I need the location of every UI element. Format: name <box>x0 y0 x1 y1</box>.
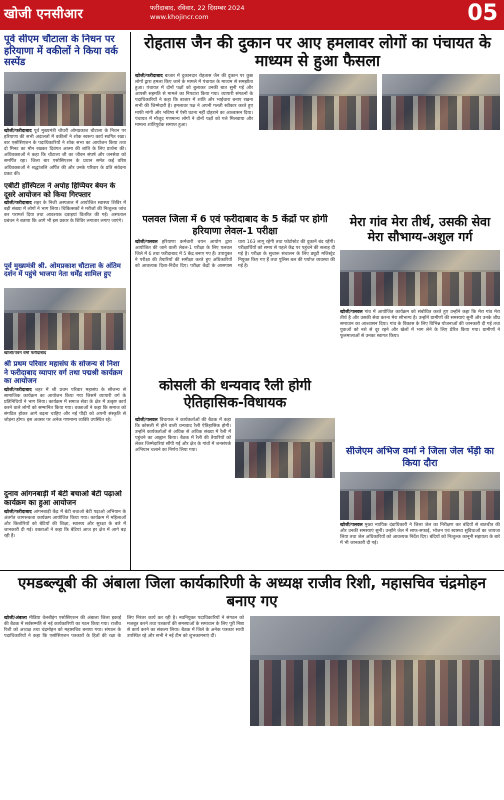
dateline: खोजी/फरीदाबाद <box>4 509 32 515</box>
story-level1-exam <box>135 214 335 374</box>
headline: रोहतास जैन की दुकान पर आए हमलावर लोगों का पंचायत के माध्यम से हुआ फैसला <box>144 34 491 70</box>
headline: पलवल जिला में 6 एवं फरीदाबाद के 5 केंद्रों पर होगी हरियाणा लेवल-1 परीक्षा <box>142 214 328 237</box>
headline: मेरा गांव मेरा तीर्थ, उसकी सेवा मेरा सौभाग्य-अशुल गर्ग <box>349 214 491 244</box>
story-cm-chautala-lawyers <box>4 34 126 180</box>
dateline: खोजी/अंबाला <box>4 616 27 621</box>
story-photo <box>235 418 335 478</box>
story-cjm-jail <box>340 446 500 568</box>
page-number: 05 <box>467 1 498 26</box>
headline: सीजेएम अभिज वर्मा ने जिला जेल भेंड़ी का किया दौरा <box>345 446 495 469</box>
issue-meta <box>150 4 244 22</box>
story-body: शहर के निजी अस्पताल में आयोजित स्वास्थ्य शिविर में बड़ी संख्या में लोगों ने भाग लिया। चिकित्सकों ने मरीजों की निःशुल्क जांच कर परामर्श दिया तथा आवश्यक दवाइयां वितरित की गईं। अस्पताल प्रबंधन ने बताया कि आगे भी इस प्रकार के शिविर लगातार लगाए जाएंगे। <box>4 201 126 225</box>
story-mera-gaon <box>340 214 500 442</box>
story-body: पूर्व मुख्यमंत्री चौधरी ओमप्रकाश चौटाला के निधन पर हरियाणा की सभी अदालतों में वकीलों ने शोक स्वरूप कार्य स्थगित रखा। बार एसोसिएशन के पदाधिकारियों ने शोक सभा का आयोजन किया तथा दो मिनट का मौन रखकर दिवंगत आत्मा की शांति के लिए प्रार्थना की। अधिवक्ताओं ने कहा कि चौटाला जी का जीवन संघर्ष और जनसेवा को समर्पित रहा। जिला बार एसोसिएशन के प्रधान समेत कई वरिष्ठ अधिवक्ताओं ने श्रद्धांजलि अर्पित की और उनके परिवार के प्रति संवेदना प्रकट की। <box>4 129 126 177</box>
story-anganwadi <box>4 490 126 568</box>
headline: कोसली की धन्यवाद रैली होगी ऐतिहासिक-विधायक <box>159 378 311 411</box>
dateline: खोजी/फरीदाबाद <box>4 387 32 393</box>
story-kosli-rally <box>135 378 335 568</box>
headline: एबीटी हॉस्पिटल ने अपोह हिप्पियर बेयन के दूसरे आयोजन को किया गिरफ्तार <box>4 182 116 199</box>
story-body: मुख्य न्यायिक दंडाधिकारी ने जिला जेल का निरीक्षण कर बंदियों से बातचीत की और उनकी समस्याएं सुनीं। उन्होंने जेल में साफ-सफाई, भोजन एवं स्वास्थ्य सुविधाओं का जायजा लिया तथा जेल अधिकारियों को आवश्यक निर्देश दिए। बंदियों को निःशुल्क कानूनी सहायता के बारे में भी जानकारी दी गई। <box>340 523 500 547</box>
dateline: खोजी/पलवल <box>340 523 363 528</box>
dateline: खोजी/फरीदाबाद <box>4 201 32 207</box>
story-body: मीडिया वेलबीइंग एसोसिएशन की अंबाला जिला इकाई की बैठक में सर्वसम्मति से नई कार्यकारिणी का गठन किया गया। राजीव रिशी को अध्यक्ष तथा चंद्रमोहन को महासचिव बनाया गया। संगठन के पदाधिकारियों ने कहा कि एसोसिएशन पत्रकारों के हितों की रक्षा के लिए निरंतर कार्य कर रही है। नवनियुक्त पदाधिकारियों ने संगठन को मजबूत करने तथा पत्रकारों की समस्याओं के समाधान के लिए पूरी निष्ठा से कार्य करने का संकल्प लिया। बैठक में जिले के अनेक पत्रकार साथी उपस्थित रहे और सभी ने नई टीम को शुभकामनाएं दीं। <box>4 616 244 640</box>
story-body: हरियाणा कर्मचारी चयन आयोग द्वारा आयोजित की जाने वाली लेवल-1 परीक्षा के लिए पलवल जिले में 6 तथा फरीदाबाद में 5 केंद्र बनाए गए हैं। उपायुक्त ने परीक्षा की तैयारियों की समीक्षा करते हुए अधिकारियों को आवश्यक दिशा-निर्देश दिए। परीक्षा केंद्रों के आसपास धारा 163 लागू रहेगी तथा फोटोस्टेट की दुकानें बंद रहेंगी। परीक्षार्थियों को समय से पहले केंद्र पर पहुंचने की सलाह दी गई है। परीक्षा के सुचारू संचालन के लिए ड्यूटी मजिस्ट्रेट नियुक्त किए गए हैं तथा पुलिस बल की पर्याप्त व्यवस्था की गई है। <box>135 240 335 270</box>
story-body: विधायक ने कार्यकर्ताओं की बैठक में कहा कि कोसली में होने वाली धन्यवाद रैली ऐतिहासिक होगी। उन्होंने कार्यकर्ताओं से अधिक से अधिक संख्या में रैली में पहुंचने का आह्वान किया। बैठक में रैली की तैयारियों को लेकर जिम्मेदारियां सौंपी गईं और क्षेत्र के गांवों में जनसंपर्क अभियान चलाने का निर्णय लिया गया। <box>135 418 232 454</box>
dateline: खोजी/पलवल <box>135 240 158 245</box>
headline: दुनाव आंगनबाड़ी में बेटी बचाओ बेटी पढ़ाओ कार्यक्रम का हुआ आयोजन <box>4 490 122 507</box>
story-mwb-ambala <box>4 574 500 796</box>
story-photo <box>250 616 500 726</box>
headline: श्री प्रथम परिवार महासंघ के सोजन्य से निशा ने फरीदाबाद व्यापार वर्ग तथा पद्मश्री कार्यक्रम का आयोजन <box>4 360 123 386</box>
headline: एमडब्ल्यूबी की अंबाला जिला कार्यकारिणी के अध्यक्ष राजीव रिशी, महासचिव चंद्रमोहन बनाए गए <box>17 574 487 610</box>
masthead <box>0 0 504 30</box>
dateline: खोजी/पलवल <box>135 418 158 423</box>
issue-date: फरीदाबाद, रविवार, 22 दिसम्बर 2024 <box>150 4 245 12</box>
story-photo-2 <box>382 74 500 130</box>
story-body: बाजार में दुकानदार रोहतास जैन की दुकान पर कुछ लोगों द्वारा हमला किए जाने के मामले में पंचायत के माध्यम से समझौता हुआ। पंचायत में दोनों पक्षों को बुलाकर उनकी बात सुनी गई और आपसी सहमति से मामले का निपटारा किया गया। व्यापारी संगठनों के पदाधिकारियों ने कहा कि बाजार में शांति और भाईचारा बनाए रखना सभी की जिम्मेदारी है। हमलावर पक्ष ने अपनी गलती स्वीकार करते हुए माफी मांगी और भविष्य में ऐसी घटना नहीं दोहराने का आश्वासन दिया। पंचायत में मौजूद गणमान्य लोगों ने दोनों पक्षों को गले मिलवाया और मामला शांतिपूर्वक समाप्त हुआ। <box>135 74 253 128</box>
story-rohtas-jain <box>135 34 500 212</box>
story-photo <box>340 250 500 306</box>
dateline: खोजी/फरीदाबाद <box>135 74 163 79</box>
column-divider <box>130 32 131 570</box>
dateline: खोजी/फरीदाबाद <box>4 129 32 134</box>
story-hospital <box>4 182 126 260</box>
story-body: आंगनबाड़ी केंद्र में बेटी बचाओ बेटी पढ़ाओ अभियान के अंतर्गत जागरूकता कार्यक्रम आयोजित किया गया। कार्यक्रम में महिलाओं और किशोरियों को बेटियों की शिक्षा, स्वास्थ्य और सुरक्षा के बारे में जानकारी दी गई। वक्ताओं ने कहा कि बेटियां आज हर क्षेत्र में आगे बढ़ रही हैं। <box>4 509 126 539</box>
story-body: शहर में श्री प्रथम परिवार महासंघ के सौजन्य से सामाजिक कार्यक्रम का आयोजन किया गया जिसमें व्यापारी वर्ग के प्रतिनिधियों ने भाग लिया। कार्यक्रम में समाज सेवा के क्षेत्र में उत्कृष्ट कार्य करने वाले लोगों को सम्मानित किया गया। वक्ताओं ने कहा कि समाज को संगठित होकर आगे बढ़ना चाहिए और नई पीढ़ी को अपनी संस्कृति से जोड़ना होगा। इस अवसर पर अनेक गणमान्य व्यक्ति उपस्थित रहे। <box>4 387 126 424</box>
story-photo <box>340 472 500 520</box>
issue-website: www.khojincr.com <box>150 13 209 21</box>
story-bjp-leader <box>4 262 126 358</box>
dateline: खोजी/पलवल <box>340 310 363 315</box>
story-body: गांव में आयोजित कार्यक्रम को संबोधित करते हुए उन्होंने कहा कि मेरा गांव मेरा तीर्थ है और उसकी सेवा करना मेरा सौभाग्य है। उन्होंने ग्रामीणों की समस्याएं सुनीं और उनके शीघ्र समाधान का आश्वासन दिया। गांव के विकास के लिए विभिन्न योजनाओं की जानकारी दी गई तथा युवाओं को नशे से दूर रहने और खेलों में भाग लेने के लिए प्रेरित किया गया। ग्रामीणों ने फूलमालाओं से उनका स्वागत किया। <box>340 310 500 340</box>
story-photo <box>4 72 126 126</box>
story-pratham-parivar <box>4 360 126 486</box>
headline: पूर्व सीएम चौटाला के निधन पर हरियाणा में वकीलों ने किया वर्क सस्पेंड <box>4 34 118 68</box>
photo-caption: खोजी/पवन वर्मा फरीदाबाद <box>4 351 47 356</box>
section-divider <box>0 570 504 571</box>
paper-logo: खोजी एनसीआर <box>4 7 84 22</box>
headline: पूर्व मुख्यमंत्री श्री. ओमप्रकाश चौटाला के अंतिम दर्शन में पहुंचे भाजपा नेता धर्मेंद्र शामिल हुए <box>4 262 121 279</box>
story-photo <box>4 288 126 350</box>
story-photo-1 <box>259 74 377 130</box>
